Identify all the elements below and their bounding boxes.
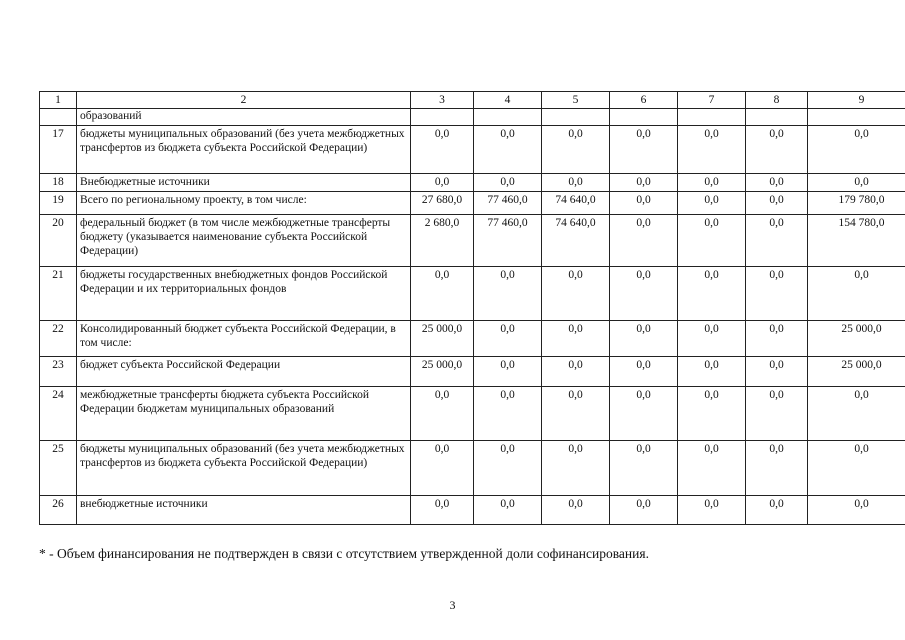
value-cell: 74 640,0	[542, 192, 610, 215]
row-description: бюджет субъекта Российской Федерации	[77, 357, 411, 387]
row-number: 21	[40, 267, 77, 321]
value-cell: 0,0	[746, 267, 808, 321]
value-cell: 0,0	[411, 126, 474, 174]
row-description: Всего по региональному проекту, в том числе:	[77, 192, 411, 215]
value-cell: 0,0	[610, 321, 678, 357]
value-cell: 0,0	[746, 357, 808, 387]
table-row	[40, 267, 905, 321]
table-row	[40, 357, 905, 387]
value-cell: 0,0	[411, 267, 474, 321]
value-cell: 0,0	[542, 267, 610, 321]
header-cell: 4	[474, 92, 542, 109]
header-cell: 5	[542, 92, 610, 109]
header-row	[40, 92, 905, 109]
table-row	[40, 126, 905, 174]
value-cell: 0,0	[411, 387, 474, 441]
row-description: межбюджетные трансферты бюджета субъекта Российской Федерации бюджетам муниципальных образований	[77, 387, 411, 441]
page-number: 3	[449, 598, 456, 612]
value-cell: 0,0	[808, 387, 905, 441]
value-cell: 0,0	[678, 496, 746, 525]
value-cell: 25 000,0	[411, 357, 474, 387]
value-cell: 0,0	[610, 174, 678, 192]
value-cell: 0,0	[542, 496, 610, 525]
value-cell: 0,0	[678, 387, 746, 441]
value-cell: 0,0	[610, 215, 678, 267]
row-description: бюджеты муниципальных образований (без учета межбюджетных трансфертов из бюджета субъекта Российской Федерации)	[77, 441, 411, 496]
row-number: 23	[40, 357, 77, 387]
header-cell: 7	[678, 92, 746, 109]
value-cell: 2 680,0	[411, 215, 474, 267]
value-cell: 0,0	[610, 441, 678, 496]
row-number	[40, 109, 77, 126]
header-cell: 8	[746, 92, 808, 109]
value-cell: 0,0	[610, 192, 678, 215]
value-cell: 0,0	[474, 441, 542, 496]
value-cell: 0,0	[808, 496, 905, 525]
value-cell: 0,0	[678, 174, 746, 192]
value-cell: 0,0	[610, 496, 678, 525]
continuation-row	[40, 109, 905, 126]
footnote: * - Объем финансирования не подтвержден в связи с отсутствием утвержденной доли софинансирования.	[39, 546, 649, 561]
row-description: Консолидированный бюджет субъекта Российской Федерации, в том числе:	[77, 321, 411, 357]
value-cell: 0,0	[746, 174, 808, 192]
table-row	[40, 174, 905, 192]
value-cell: 0,0	[474, 387, 542, 441]
value-cell: 0,0	[746, 192, 808, 215]
value-cell: 0,0	[678, 357, 746, 387]
row-number: 17	[40, 126, 77, 174]
value-cell: 0,0	[808, 126, 905, 174]
header-cell: 1	[40, 92, 77, 109]
value-cell: 0,0	[474, 174, 542, 192]
value-cell: 0,0	[808, 267, 905, 321]
row-number: 26	[40, 496, 77, 525]
row-number: 18	[40, 174, 77, 192]
value-cell: 77 460,0	[474, 192, 542, 215]
value-cell: 77 460,0	[474, 215, 542, 267]
table-row	[40, 387, 905, 441]
row-description: внебюджетные источники	[77, 496, 411, 525]
row-description: бюджеты муниципальных образований (без учета межбюджетных трансфертов из бюджета субъекта Российской Федерации)	[77, 126, 411, 174]
value-cell: 0,0	[678, 192, 746, 215]
row-number: 25	[40, 441, 77, 496]
value-cell: 0,0	[746, 126, 808, 174]
value-cell: 0,0	[746, 215, 808, 267]
value-cell: 74 640,0	[542, 215, 610, 267]
table-row	[40, 321, 905, 357]
row-description: Внебюджетные источники	[77, 174, 411, 192]
value-cell: 179 780,0	[808, 192, 905, 215]
value-cell: 0,0	[474, 126, 542, 174]
value-cell: 0,0	[411, 441, 474, 496]
table-row	[40, 496, 905, 525]
value-cell: 25 000,0	[808, 357, 905, 387]
header-cell: 3	[411, 92, 474, 109]
value-cell: 0,0	[610, 387, 678, 441]
value-cell: 0,0	[678, 321, 746, 357]
header-cell: 2	[77, 92, 411, 109]
value-cell: 0,0	[411, 174, 474, 192]
budget-table	[39, 91, 905, 525]
value-cell: 0,0	[746, 441, 808, 496]
value-cell: 0,0	[678, 126, 746, 174]
value-cell: 0,0	[474, 496, 542, 525]
row-description: образований	[77, 109, 411, 126]
value-cell: 0,0	[474, 321, 542, 357]
table-row	[40, 215, 905, 267]
value-cell: 0,0	[542, 321, 610, 357]
value-cell: 0,0	[746, 321, 808, 357]
value-cell: 0,0	[474, 267, 542, 321]
row-description: федеральный бюджет (в том числе межбюджетные трансферты бюджету (указывается наименование субъекта Российской Федерации)	[77, 215, 411, 267]
value-cell: 0,0	[746, 387, 808, 441]
value-cell: 0,0	[542, 174, 610, 192]
value-cell: 0,0	[610, 267, 678, 321]
value-cell: 27 680,0	[411, 192, 474, 215]
value-cell: 0,0	[542, 387, 610, 441]
value-cell: 0,0	[678, 441, 746, 496]
row-number: 20	[40, 215, 77, 267]
value-cell: 0,0	[542, 126, 610, 174]
value-cell: 154 780,0	[808, 215, 905, 267]
value-cell: 0,0	[411, 496, 474, 525]
header-cell: 9	[808, 92, 905, 109]
value-cell: 0,0	[542, 441, 610, 496]
value-cell: 0,0	[808, 441, 905, 496]
row-description: бюджеты государственных внебюджетных фондов Российской Федерации и их территориальных фондов	[77, 267, 411, 321]
table-row	[40, 441, 905, 496]
value-cell: 25 000,0	[808, 321, 905, 357]
row-number: 24	[40, 387, 77, 441]
value-cell: 0,0	[474, 357, 542, 387]
value-cell: 0,0	[746, 496, 808, 525]
value-cell: 0,0	[610, 357, 678, 387]
value-cell: 25 000,0	[411, 321, 474, 357]
value-cell: 0,0	[678, 267, 746, 321]
table-row	[40, 192, 905, 215]
value-cell: 0,0	[610, 126, 678, 174]
value-cell: 0,0	[808, 174, 905, 192]
row-number: 19	[40, 192, 77, 215]
value-cell: 0,0	[678, 215, 746, 267]
header-cell: 6	[610, 92, 678, 109]
row-number: 22	[40, 321, 77, 357]
value-cell: 0,0	[542, 357, 610, 387]
